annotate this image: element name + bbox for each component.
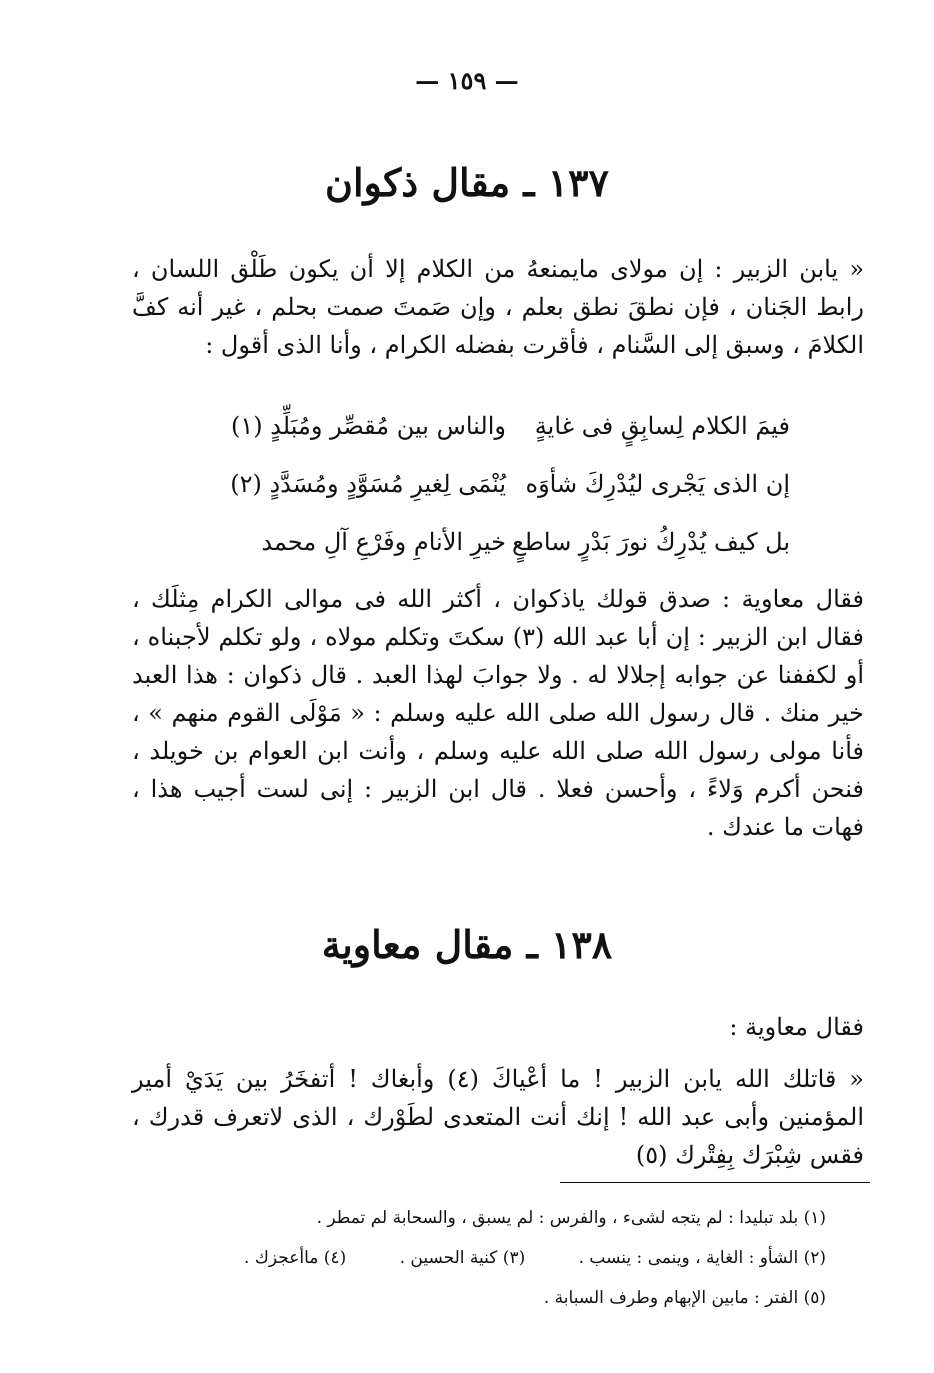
verse-1-first-hemistich: فيمَ الكلام لِسابِقٍ فى غايةٍ [534,412,790,440]
section-137-paragraph-1: « يابن الزبير : إن مولاى مايمنعهُ من الكلام إلا أن يكون طَلْق اللسان ، رابط الجَنان ، فإن نطقَ نطق بعلم ، وإن صَمتَ صمت بحلم ، غير أنه كفَّ الكلامَ ، وسبق إلى السَّنام ، فأقرت بفضله الكرام ، وأنا الذى أقول : [132,255,864,359]
verse-3-second-hemistich: خيرِ الأنامِ وفَرْعِ آلِ محمد [261,528,506,556]
verse-line-2 [210,470,790,510]
section-138-heading: ١٣٨ ـ مقال معاوية [321,922,613,967]
footnote-1: (١) بلد تبليدا : لم يتجه لشىء ، والفرس : لم يسبق ، والسحابة لم تمطر . [316,1208,826,1228]
footnote-5: (٥) الفتر : مابين الإبهام وطرف السبابة . [543,1288,826,1308]
section-138-intro: فقال معاوية : [729,1013,864,1041]
footnote-4: (٤) ماأعجزك . [244,1248,347,1268]
page-number: — ١٥٩ — [415,66,519,95]
section-137-paragraph-2: فقال معاوية : صدق قولك ياذكوان ، أكثر الله فى موالى الكرام مِثلَك ، فقال ابن الزبير : إن أبا عبد الله (٣) سكتَ وتكلم مولاه ، ولو تكلم لأجبناه ، أو لكففنا عن جوابه إجلالا له . ولا جوابَ لهذا العبد . قال ذكوان : هذا العبد خير منك . قال رسول الله صلى الله عليه وسلم : « مَوْلَى القوم منهم » ، فأنا مولى رسول الله صلى الله عليه وسلم ، وأنت ابن العوام بن خويلد ، فنحن أكرم وَلاءً ، وأحسن فعلا . قال ابن الزبير : إنى لست أجيب هذا ، فهات ما عندك . [132,585,864,841]
section-137-heading: ١٣٧ ـ مقال ذكوان [325,160,609,205]
footnote-2: (٢) الشأو : الغاية ، وينمى : ينسب . [578,1248,826,1268]
verse-2-second-hemistich: يُنْمَى لِغيرِ مُسَوَّدٍ ومُسَدَّدٍ (٢) [230,470,506,498]
verse-line-1 [210,412,790,452]
section-138-paragraph-1: « قاتلك الله يابن الزبير ! ما أعْياكَ (٤) وأبغاك ! أتفخَرُ بين يَدَيْ أمير المؤمنين وأبى عبد الله ! إنك أنت المتعدى لطَوْرك ، الذى لاتعرف قدرك ، فقس شِبْرَك بِفِتْرك (٥) [132,1065,864,1169]
verse-3-first-hemistich: بل كيف يُدْرِكُ نورَ بَدْرٍ ساطعٍ [512,528,790,556]
footnote-divider [560,1182,870,1183]
verse-2-first-hemistich: إن الذى يَجْرى ليُدْرِكَ شأوَه [525,470,790,498]
verse-1-second-hemistich: والناس بين مُقصِّر ومُبَلِّدٍ (١) [230,412,506,440]
footnote-row-2 [196,1248,826,1268]
verse-line-3 [210,528,790,568]
footnote-3: (٣) كنية الحسين . [399,1248,526,1268]
